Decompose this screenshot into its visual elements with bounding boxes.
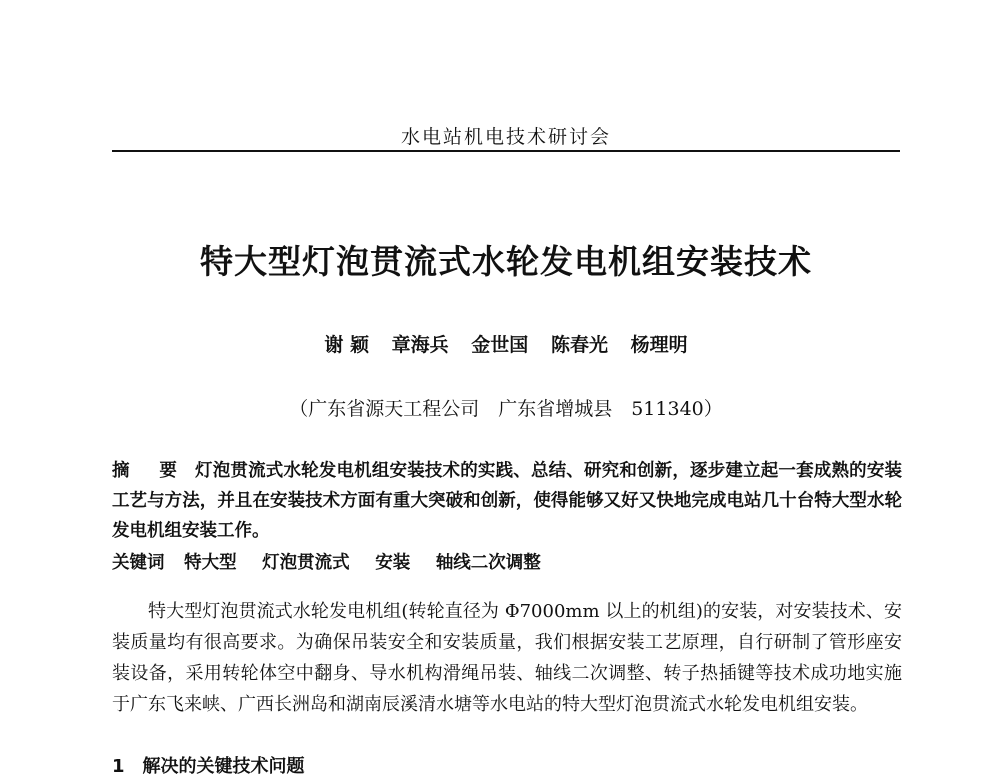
author-name: 杨理明 [630,334,688,356]
author-list [112,330,900,357]
keywords-label: 关键词 [112,553,165,573]
author-name: 章海兵 [391,334,449,356]
keyword: 特大型 [184,553,237,573]
author-name: 金世国 [471,334,529,356]
header-rule [112,150,900,152]
paper-title: 特大型灯泡贯流式水轮发电机组安装技术 [200,242,812,281]
keyword: 安装 [375,553,411,573]
abstract [112,456,902,546]
keywords [112,548,902,578]
author-name: 谢 颖 [324,334,370,356]
keyword: 灯泡贯流式 [262,553,350,573]
author-name: 陈春光 [550,334,608,356]
abstract-label: 摘 要 [112,461,184,481]
abstract-text: 灯泡贯流式水轮发电机组安装技术的实践、总结、研究和创新，逐步建立起一套成熟的安装工艺与方法，并且在安装技术方面有重大突破和创新，使得能够又好又快地完成电站几十台特大型水轮发电机组安装工作。 [112,461,903,541]
keyword: 轴线二次调整 [435,553,541,573]
affiliation: （广东省源天工程公司 广东省增城县 511340） [289,398,723,420]
running-head: 水电站机电技术研讨会 [400,126,611,148]
section-heading: 1 解决的关键技术问题 [112,756,305,777]
body-paragraph: 特大型灯泡贯流式水轮发电机组(转轮直径为 Φ7000mm 以上的机组)的安装，对安装技术、安装质量均有很高要求。为确保吊装安全和安装质量，我们根据安装工艺原理，自行研制了管形座安装设备，采用转轮体空中翻身、导水机构滑绳吊装、轴线二次调整、转子热插键等技术成功地实施于广东飞来峡、广西长洲岛和湖南辰溪清水塘等水电站的特大型灯泡贯流式水轮发电机组安装。 [112,601,902,715]
